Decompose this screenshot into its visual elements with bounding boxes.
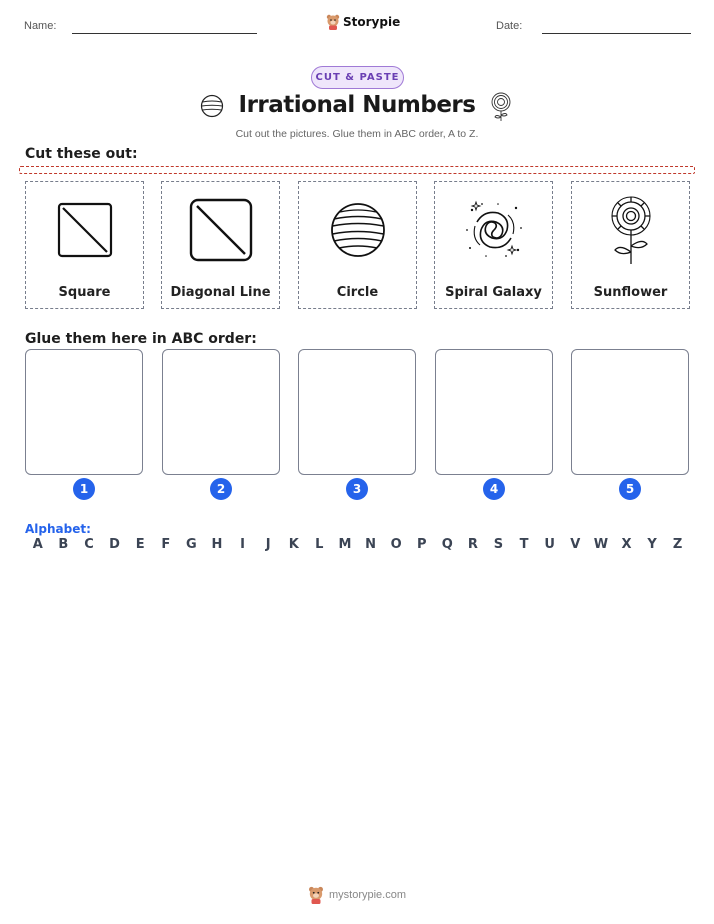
slot-number: 3 — [346, 478, 368, 500]
bear-mascot-icon — [326, 14, 340, 30]
footer — [308, 886, 406, 904]
spiral-galaxy-icon — [462, 198, 526, 262]
cut-card-circle[interactable] — [298, 181, 417, 309]
name-line[interactable] — [72, 33, 257, 34]
instructions: Cut out the pictures. Glue them in ABC order, A to Z. — [235, 128, 479, 140]
activity-badge: CUT & PASTE — [311, 66, 404, 89]
alphabet-letter: N — [365, 537, 376, 552]
date-label: Date: — [496, 20, 523, 32]
square-diagonal-icon — [57, 202, 113, 258]
glue-heading: Glue them here in ABC order: — [25, 331, 257, 347]
alphabet-letter: J — [265, 537, 271, 552]
cut-line — [19, 166, 695, 174]
glue-slot-2[interactable] — [162, 349, 280, 475]
alphabet-letter: X — [621, 537, 632, 552]
striped-sphere-icon — [330, 202, 386, 258]
alphabet-heading: Alphabet: — [25, 522, 91, 536]
alphabet-letter: K — [288, 537, 299, 552]
alphabet-letter: A — [32, 537, 43, 552]
slot-number: 4 — [483, 478, 505, 500]
brand-name: Storypie — [343, 15, 401, 29]
alphabet-letter: H — [211, 537, 223, 552]
alphabet-letter: R — [467, 537, 478, 552]
alphabet-letter: Q — [441, 537, 453, 552]
alphabet-letter: M — [338, 537, 352, 552]
brand-logo — [326, 14, 400, 30]
alphabet-letter: P — [416, 537, 427, 552]
sunflower-icon — [606, 194, 656, 266]
alphabet-letter: L — [315, 537, 324, 552]
rounded-square-diagonal-icon — [189, 198, 253, 262]
alphabet-letter: Y — [647, 537, 657, 552]
glue-slot-1[interactable] — [25, 349, 143, 475]
glue-slot-4[interactable] — [435, 349, 553, 475]
alphabet-letter: G — [186, 537, 197, 552]
name-label: Name: — [24, 20, 57, 32]
footer-url[interactable]: mystorypie.com — [329, 889, 407, 901]
slot-number: 2 — [210, 478, 232, 500]
alphabet-letter: D — [109, 537, 120, 552]
glue-slot-5[interactable] — [571, 349, 689, 475]
cut-card-square[interactable] — [25, 181, 144, 309]
alphabet-letter: B — [58, 537, 69, 552]
card-label: Spiral Galaxy — [445, 285, 542, 300]
glue-slot-3[interactable] — [298, 349, 416, 475]
alphabet-letter: S — [493, 537, 504, 552]
alphabet-row — [25, 537, 690, 552]
cut-card-diagonal-line[interactable] — [161, 181, 280, 309]
alphabet-letter: V — [570, 537, 581, 552]
alphabet-letter: W — [593, 537, 609, 552]
slot-number: 1 — [73, 478, 95, 500]
alphabet-letter: C — [84, 537, 94, 552]
card-label: Diagonal Line — [170, 285, 271, 300]
alphabet-letter: Z — [672, 537, 683, 552]
card-label: Sunflower — [593, 285, 668, 300]
cut-card-sunflower[interactable] — [571, 181, 690, 309]
cut-card-spiral-galaxy[interactable] — [434, 181, 553, 309]
page-title: Irrational Numbers — [238, 92, 476, 118]
alphabet-letter: U — [544, 537, 555, 552]
alphabet-letter: T — [519, 537, 529, 552]
cut-heading: Cut these out: — [25, 146, 138, 162]
card-label: Square — [58, 285, 111, 300]
bear-mascot-icon — [308, 886, 324, 904]
alphabet-letter: I — [240, 537, 245, 552]
flower-icon — [490, 92, 512, 122]
date-line[interactable] — [542, 33, 691, 34]
alphabet-letter: O — [390, 537, 402, 552]
card-label: Circle — [336, 285, 379, 300]
alphabet-letter: F — [161, 537, 171, 552]
slot-number: 5 — [619, 478, 641, 500]
alphabet-letter: E — [135, 537, 145, 552]
